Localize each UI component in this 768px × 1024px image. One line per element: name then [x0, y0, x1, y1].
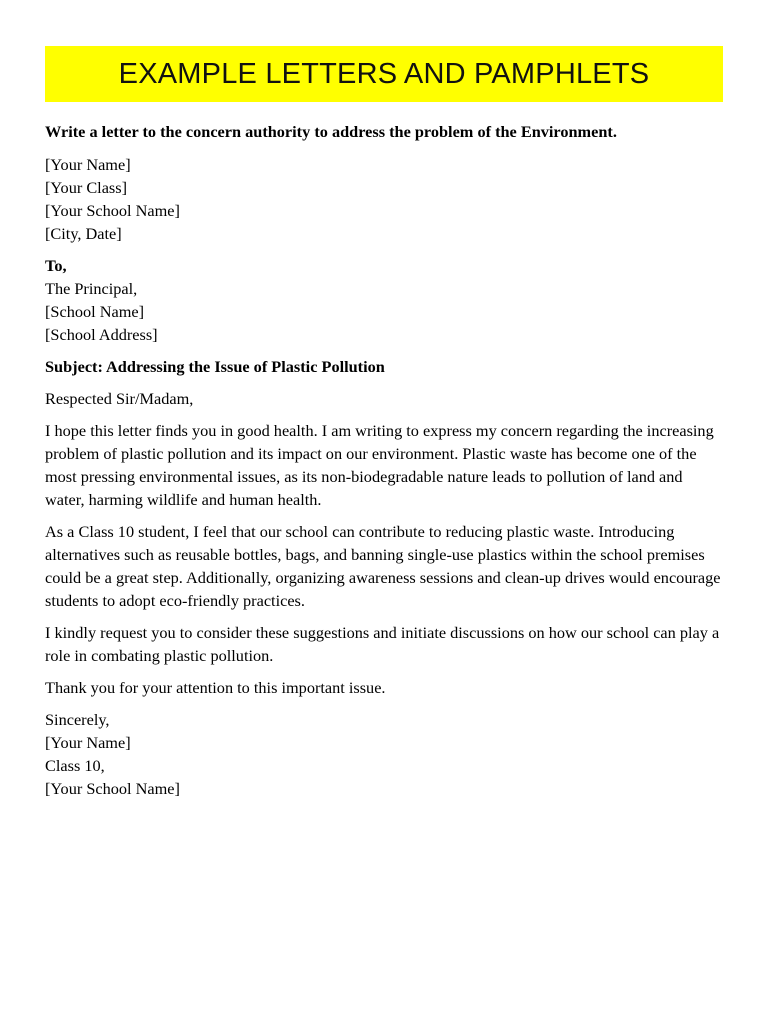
body-paragraph: As a Class 10 student, I feel that our school can contribute to reducing plastic waste. Introducing alternatives such as reusable bottles, bags, and banning single-use plastics within the school premises could be a great step. Additionally, organizing awareness sessions and clean-up drives would encourage students to adopt eco-friendly practices.: [45, 522, 721, 610]
recipient-block: [45, 254, 725, 346]
letter-salutation: Respected Sir/Madam,: [45, 389, 194, 408]
closing-name: [Your Name]: [45, 733, 131, 752]
to-label: To,: [45, 256, 67, 275]
recipient-address: [School Address]: [45, 325, 158, 344]
recipient-school: [School Name]: [45, 302, 145, 321]
body-paragraph: Thank you for your attention to this important issue.: [45, 678, 386, 697]
sender-school: [Your School Name]: [45, 201, 180, 220]
closing-sincerely: Sincerely,: [45, 710, 110, 729]
sender-block: [45, 153, 725, 245]
closing-class: Class 10,: [45, 756, 105, 775]
letter-subject: Subject: Addressing the Issue of Plastic Pollution: [45, 357, 385, 376]
title-banner: [45, 46, 723, 102]
body-paragraph: I kindly request you to consider these suggestions and initiate discussions on how our school can play a role in combating plastic pollution.: [45, 623, 720, 665]
page-title: EXAMPLE LETTERS AND PAMPHLETS: [118, 57, 650, 90]
letter-prompt: Write a letter to the concern authority to address the problem of the Environment.: [45, 122, 617, 141]
recipient-title: The Principal,: [45, 279, 138, 298]
closing-school: [Your School Name]: [45, 779, 180, 798]
sender-city-date: [City, Date]: [45, 224, 122, 243]
closing-block: [45, 708, 725, 800]
sender-class: [Your Class]: [45, 178, 128, 197]
letter-content: [45, 120, 725, 809]
body-paragraph: I hope this letter finds you in good health. I am writing to express my concern regarding the increasing problem of plastic pollution and its impact on our environment. Plastic waste has become one of the most pressing environmental issues, as its non-biodegradable nature leads to pollution of land and water, harming wildlife and human health.: [45, 421, 714, 509]
sender-name: [Your Name]: [45, 155, 131, 174]
